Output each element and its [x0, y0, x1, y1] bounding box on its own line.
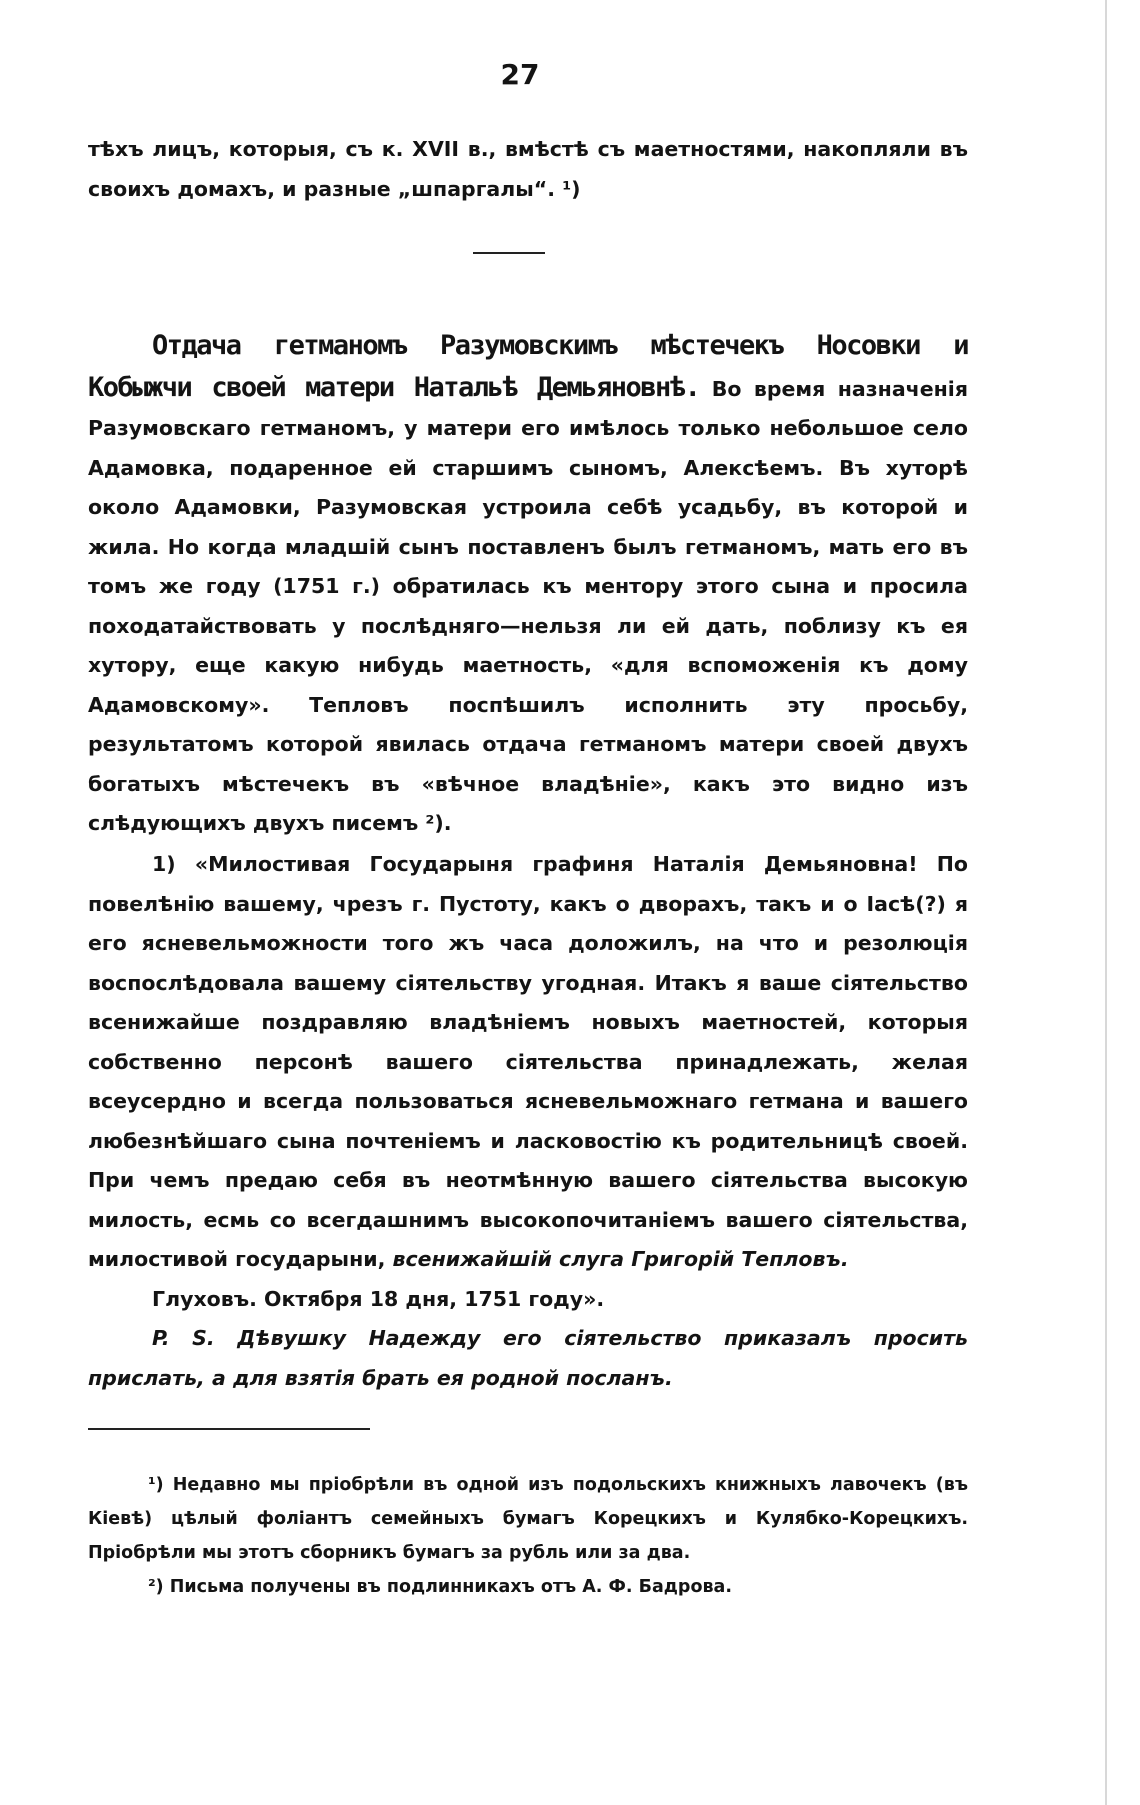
footnote-1: ¹) Недавно мы пріобрѣли въ одной изъ подольскихъ книжныхъ лавочекъ (въ Кіевѣ) цѣлый фоліантъ семейныхъ бумагъ Корецкихъ и Кулябко-Корецкихъ. Пріобрѣли мы этотъ сборникъ бумагъ за рубль или за два. — [88, 1475, 968, 1563]
letter-signature: всенижайшій слуга Григорій Тепловъ. — [392, 1247, 849, 1271]
section-separator — [473, 252, 545, 254]
carry-over-paragraph — [88, 130, 968, 209]
postscript-text: Дѣвушку Надежду его сіятельство приказалъ просить прислать, а для взятія брать ея родной посланъ. — [88, 1326, 968, 1390]
letter-date-paragraph — [88, 1280, 968, 1320]
article-heading: Отдача гетманомъ Разумовскимъ мѣстечекъ Носовки и Кобыжчи своей матери Натальѣ Демьяновнѣ. — [88, 330, 968, 403]
footnote-separator — [88, 1428, 370, 1430]
carry-over-text: тѣхъ лицъ, которыя, съ к. XVII в., вмѣстѣ съ маетностями, накопляли въ своихъ домахъ, и разные „шпаргалы“. ¹) — [88, 137, 968, 201]
postscript-paragraph — [88, 1319, 968, 1398]
letter-date: Глуховъ. Октября 18 дня, 1751 году». — [152, 1286, 605, 1311]
letter-block — [88, 845, 968, 1398]
postscript-label: P. S. — [152, 1326, 215, 1350]
page-edge-line — [1105, 0, 1107, 1805]
footnote-2: ²) Письма получены въ подлинникахъ отъ А. Ф. Бадрова. — [148, 1577, 732, 1597]
page-number: 27 — [500, 58, 540, 91]
letter-paragraph — [88, 845, 968, 1280]
article-paragraph — [88, 326, 968, 844]
footnotes-block — [88, 1468, 968, 1604]
article-body: Во время назначенія Разумовскаго гетманомъ, у матери его имѣлось только небольшое село Адамовка, подаренное ей старшимъ сыномъ, Алексѣемъ. Въ хуторѣ около Адамовки, Разумовская устроила себѣ усадьбу, въ которой и жила. Но когда младшій сынъ поставленъ былъ гетманомъ, мать его въ томъ же году (1751 г.) обратилась къ ментору этого сына и просила походатайствовать у послѣдняго—нельзя ли ей дать, поблизу къ ея хутору, еще какую нибудь маетность, «для вспоможенія къ дому Адамовскому». Тепловъ поспѣшилъ исполнить эту просьбу, результатомъ которой явилась отдача гетманомъ матери своей двухъ богатыхъ мѣстечекъ въ «вѣчное владѣніе», какъ это видно изъ слѣдующихъ двухъ писемъ ²). — [88, 376, 968, 835]
letter-body: 1) «Милостивая Государыня графиня Наталія Демьяновна! По повелѣнію вашему, чрезъ г. Пустоту, какъ о дворахъ, такъ и о Іасѣ(?) я его ясневельможности того жъ часа доложилъ, на что и резолюція воспослѣдовала вашему сіятельству угодная. Итакъ я ваше сіятельство всенижайше поздравляю владѣніемъ новыхъ маетностей, которыя собственно персонѣ вашего сіятельства принадлежать, желая всеусердно и всегда пользоваться ясневельможнаго гетмана и вашего любезнѣйшаго сына почтеніемъ и ласковостію къ родительницѣ своей. При чемъ предаю себя въ неотмѣнную вашего сіятельства высокую милость, есмь со всегдашнимъ высокопочитаніемъ вашего сіятельства, милостивой государыни, — [88, 852, 968, 1271]
